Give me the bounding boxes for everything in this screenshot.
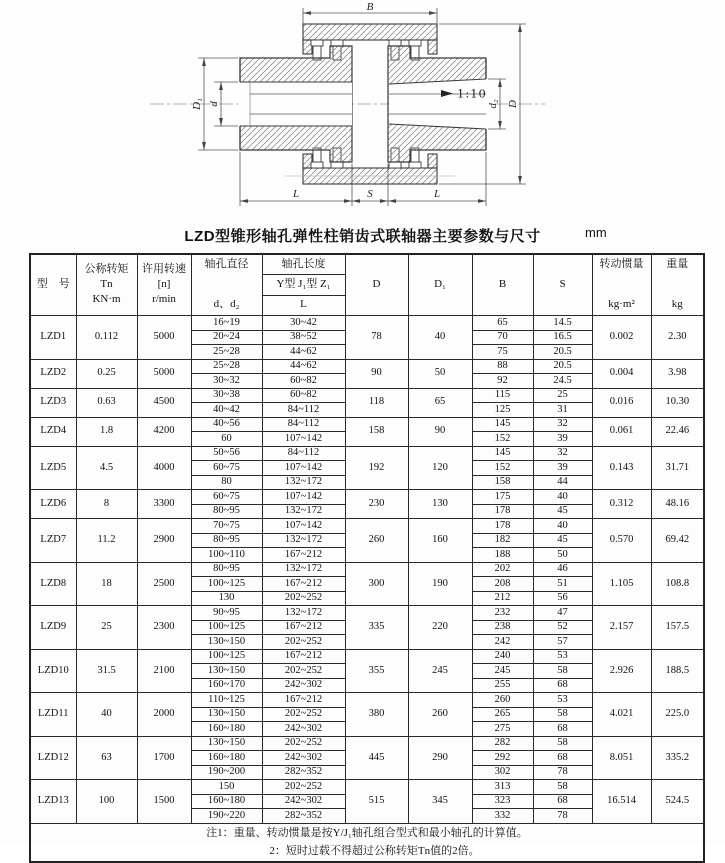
cell-B: 152 bbox=[472, 461, 533, 476]
header-bore-diameter-line1: 轴孔直径 bbox=[204, 257, 249, 270]
cell-speed: 2000 bbox=[137, 693, 191, 737]
coupling-drawing-svg bbox=[0, 0, 725, 218]
cell-bore-length: 167~212 bbox=[262, 577, 345, 592]
cell-bore-diameter: 130~150 bbox=[191, 664, 262, 679]
cell-torque: 18 bbox=[76, 562, 137, 606]
cell-speed: 2300 bbox=[137, 606, 191, 650]
cell-S: 68 bbox=[533, 722, 592, 737]
cell-S: 57 bbox=[533, 635, 592, 650]
cell-D1: 290 bbox=[408, 736, 472, 780]
cell-speed: 1500 bbox=[137, 780, 191, 824]
cell-speed: 4000 bbox=[137, 446, 191, 490]
cell-bore-length: 107~142 bbox=[262, 519, 345, 534]
header-torque bbox=[76, 254, 137, 316]
cell-bore-length: 202~252 bbox=[262, 780, 345, 795]
header-bore-length-title: 轴孔长度 bbox=[281, 257, 326, 270]
cell-S: 68 bbox=[533, 678, 592, 693]
cell-B: 302 bbox=[472, 765, 533, 780]
spec-table-notes bbox=[30, 823, 704, 862]
cell-weight: 157.5 bbox=[651, 606, 704, 650]
header-bore-diameter-line2: d、d₂ bbox=[213, 297, 240, 310]
cell-inertia: 0.570 bbox=[592, 519, 651, 563]
cell-B: 323 bbox=[472, 794, 533, 809]
cell-inertia: 16.514 bbox=[592, 780, 651, 824]
dim-label-D: D bbox=[507, 100, 519, 108]
cell-bore-diameter: 60~75 bbox=[191, 461, 262, 476]
cell-B: 115 bbox=[472, 388, 533, 403]
cell-bore-length: 107~142 bbox=[262, 461, 345, 476]
cell-weight: 188.5 bbox=[651, 649, 704, 693]
cell-bore-length: 167~212 bbox=[262, 620, 345, 635]
cell-S: 45 bbox=[533, 504, 592, 519]
cell-torque: 31.5 bbox=[76, 649, 137, 693]
cell-bore-length: 84~112 bbox=[262, 446, 345, 461]
cell-S: 58 bbox=[533, 707, 592, 722]
cell-bore-length: 242~302 bbox=[262, 678, 345, 693]
cell-bore-diameter: 40~56 bbox=[191, 417, 262, 432]
cell-D: 90 bbox=[345, 359, 408, 388]
cell-S: 20.5 bbox=[533, 345, 592, 360]
spec-row bbox=[30, 693, 704, 708]
cell-bore-length: 282~352 bbox=[262, 765, 345, 780]
cell-speed: 2100 bbox=[137, 649, 191, 693]
cell-bore-diameter: 100~125 bbox=[191, 620, 262, 635]
cell-inertia: 0.312 bbox=[592, 490, 651, 519]
spec-row bbox=[30, 417, 704, 432]
cell-D: 445 bbox=[345, 736, 408, 780]
cell-D1: 65 bbox=[408, 388, 472, 417]
cell-speed: 4200 bbox=[137, 417, 191, 446]
cell-D1: 260 bbox=[408, 693, 472, 737]
cell-torque: 40 bbox=[76, 693, 137, 737]
cell-weight: 48.16 bbox=[651, 490, 704, 519]
cell-S: 24.5 bbox=[533, 374, 592, 389]
cell-torque: 8 bbox=[76, 490, 137, 519]
cell-S: 51 bbox=[533, 577, 592, 592]
cell-B: 212 bbox=[472, 591, 533, 606]
cell-speed: 1700 bbox=[137, 736, 191, 780]
cell-inertia: 4.021 bbox=[592, 693, 651, 737]
cell-bore-length: 132~172 bbox=[262, 475, 345, 490]
cell-bore-length: 132~172 bbox=[262, 606, 345, 621]
left-hub bbox=[238, 46, 352, 162]
cell-S: 40 bbox=[533, 519, 592, 534]
cell-torque: 0.25 bbox=[76, 359, 137, 388]
cell-D1: 130 bbox=[408, 490, 472, 519]
cell-model: LZD4 bbox=[30, 417, 76, 446]
spec-row bbox=[30, 649, 704, 664]
cell-bore-diameter: 60~75 bbox=[191, 490, 262, 505]
cell-S: 47 bbox=[533, 606, 592, 621]
cell-model: LZD12 bbox=[30, 736, 76, 780]
cell-bore-length: 242~302 bbox=[262, 722, 345, 737]
cell-B: 313 bbox=[472, 780, 533, 795]
header-speed-line3: r/min bbox=[152, 292, 176, 305]
cell-weight: 225.0 bbox=[651, 693, 704, 737]
cell-B: 332 bbox=[472, 809, 533, 824]
dim-label-S: S bbox=[367, 188, 373, 200]
cell-speed: 5000 bbox=[137, 316, 191, 360]
cell-model: LZD3 bbox=[30, 388, 76, 417]
cell-bore-length: 44~62 bbox=[262, 345, 345, 360]
cell-bore-diameter: 130~150 bbox=[191, 635, 262, 650]
dim-label-d2: d₂ bbox=[487, 99, 499, 109]
cell-torque: 0.63 bbox=[76, 388, 137, 417]
cell-B: 125 bbox=[472, 403, 533, 418]
cell-bore-diameter: 160~180 bbox=[191, 722, 262, 737]
spec-row bbox=[30, 519, 704, 534]
dim-label-D1: D₁ bbox=[191, 98, 203, 110]
cell-S: 32 bbox=[533, 417, 592, 432]
cell-bore-length: 60~82 bbox=[262, 388, 345, 403]
cell-bore-length: 132~172 bbox=[262, 533, 345, 548]
cell-S: 50 bbox=[533, 548, 592, 563]
cell-B: 275 bbox=[472, 722, 533, 737]
header-S-label: S bbox=[559, 278, 566, 291]
cell-B: 238 bbox=[472, 620, 533, 635]
header-inertia-line1: 转动惯量 bbox=[599, 257, 644, 270]
cell-bore-length: 84~112 bbox=[262, 417, 345, 432]
cell-S: 25 bbox=[533, 388, 592, 403]
cell-model: LZD5 bbox=[30, 446, 76, 490]
cell-weight: 524.5 bbox=[651, 780, 704, 824]
cell-bore-length: 282~352 bbox=[262, 809, 345, 824]
header-weight-line2: kg bbox=[671, 297, 683, 310]
cell-bore-diameter: 160~170 bbox=[191, 678, 262, 693]
cell-inertia: 0.061 bbox=[592, 417, 651, 446]
spec-row bbox=[30, 490, 704, 505]
cell-bore-diameter: 25~28 bbox=[191, 359, 262, 374]
header-D1-label: D₁ bbox=[434, 278, 446, 291]
cell-bore-diameter: 90~95 bbox=[191, 606, 262, 621]
cell-S: 58 bbox=[533, 780, 592, 795]
cell-torque: 1.8 bbox=[76, 417, 137, 446]
header-weight bbox=[651, 254, 704, 316]
cell-S: 58 bbox=[533, 736, 592, 751]
cell-S: 53 bbox=[533, 649, 592, 664]
cell-weight: 22.46 bbox=[651, 417, 704, 446]
cell-S: 68 bbox=[533, 751, 592, 766]
cell-B: 242 bbox=[472, 635, 533, 650]
cell-bore-length: 38~52 bbox=[262, 330, 345, 345]
cell-B: 88 bbox=[472, 359, 533, 374]
spec-row bbox=[30, 562, 704, 577]
cell-bore-length: 132~172 bbox=[262, 504, 345, 519]
cell-B: 65 bbox=[472, 316, 533, 331]
cell-bore-diameter: 130 bbox=[191, 591, 262, 606]
coupling-drawing bbox=[0, 0, 725, 218]
cell-B: 260 bbox=[472, 693, 533, 708]
cell-D: 380 bbox=[345, 693, 408, 737]
header-S bbox=[533, 254, 592, 316]
cell-bore-length: 242~302 bbox=[262, 794, 345, 809]
cell-S: 68 bbox=[533, 794, 592, 809]
cell-model: LZD10 bbox=[30, 649, 76, 693]
cell-bore-length: 84~112 bbox=[262, 403, 345, 418]
cell-inertia: 2.157 bbox=[592, 606, 651, 650]
cell-bore-diameter: 100~110 bbox=[191, 548, 262, 563]
cell-B: 182 bbox=[472, 533, 533, 548]
cell-model: LZD1 bbox=[30, 316, 76, 360]
cell-D: 230 bbox=[345, 490, 408, 519]
page-title: LZD型锥形轴孔弹性柱销齿式联轴器主要参数与尺寸 bbox=[184, 227, 541, 245]
cell-D: 335 bbox=[345, 606, 408, 650]
cell-S: 58 bbox=[533, 664, 592, 679]
cell-bore-diameter: 100~125 bbox=[191, 649, 262, 664]
cell-bore-diameter: 30~32 bbox=[191, 374, 262, 389]
cell-model: LZD11 bbox=[30, 693, 76, 737]
cell-D: 118 bbox=[345, 388, 408, 417]
cell-bore-length: 132~172 bbox=[262, 562, 345, 577]
cell-bore-length: 202~252 bbox=[262, 591, 345, 606]
header-D-label: D bbox=[372, 278, 381, 291]
header-torque-line3: KN·m bbox=[92, 292, 121, 305]
cell-bore-length: 107~142 bbox=[262, 432, 345, 447]
cell-bore-diameter: 40~42 bbox=[191, 403, 262, 418]
cell-bore-diameter: 80~95 bbox=[191, 504, 262, 519]
cell-inertia: 2.926 bbox=[592, 649, 651, 693]
cell-D: 78 bbox=[345, 316, 408, 360]
notes-cell bbox=[30, 823, 704, 862]
cell-weight: 108.8 bbox=[651, 562, 704, 606]
cell-S: 56 bbox=[533, 591, 592, 606]
cell-S: 16.5 bbox=[533, 330, 592, 345]
cell-B: 265 bbox=[472, 707, 533, 722]
header-speed-line1: 许用转速 bbox=[142, 263, 186, 276]
spec-table bbox=[29, 253, 705, 863]
header-inertia bbox=[592, 254, 651, 316]
cell-B: 232 bbox=[472, 606, 533, 621]
spec-row bbox=[30, 606, 704, 621]
cell-B: 255 bbox=[472, 678, 533, 693]
cell-bore-diameter: 70~75 bbox=[191, 519, 262, 534]
cell-inertia: 8.051 bbox=[592, 736, 651, 780]
cell-bore-diameter: 60 bbox=[191, 432, 262, 447]
cell-S: 78 bbox=[533, 809, 592, 824]
cell-B: 75 bbox=[472, 345, 533, 360]
cell-D1: 220 bbox=[408, 606, 472, 650]
cell-D: 260 bbox=[345, 519, 408, 563]
cell-D1: 245 bbox=[408, 649, 472, 693]
cell-inertia: 0.143 bbox=[592, 446, 651, 490]
cell-weight: 31.71 bbox=[651, 446, 704, 490]
header-speed bbox=[137, 254, 191, 316]
cell-B: 145 bbox=[472, 446, 533, 461]
cell-D1: 120 bbox=[408, 446, 472, 490]
cell-bore-diameter: 110~125 bbox=[191, 693, 262, 708]
cell-B: 158 bbox=[472, 475, 533, 490]
cell-D1: 40 bbox=[408, 316, 472, 360]
cell-bore-diameter: 30~38 bbox=[191, 388, 262, 403]
header-speed-line2: [n] bbox=[157, 278, 171, 291]
cell-S: 78 bbox=[533, 765, 592, 780]
cell-inertia: 1.105 bbox=[592, 562, 651, 606]
cell-bore-length: 202~252 bbox=[262, 707, 345, 722]
header-model bbox=[30, 254, 76, 316]
cell-D: 515 bbox=[345, 780, 408, 824]
cell-bore-length: 30~42 bbox=[262, 316, 345, 331]
dim-label-L-right: L bbox=[433, 188, 441, 200]
cell-bore-length: 167~212 bbox=[262, 649, 345, 664]
cell-speed: 5000 bbox=[137, 359, 191, 388]
cell-B: 208 bbox=[472, 577, 533, 592]
cell-speed: 3300 bbox=[137, 490, 191, 519]
cell-B: 292 bbox=[472, 751, 533, 766]
cell-S: 14.5 bbox=[533, 316, 592, 331]
cell-bore-diameter: 80 bbox=[191, 475, 262, 490]
cell-bore-diameter: 20~24 bbox=[191, 330, 262, 345]
cell-speed: 2500 bbox=[137, 562, 191, 606]
cell-bore-diameter: 160~180 bbox=[191, 794, 262, 809]
cell-model: LZD7 bbox=[30, 519, 76, 563]
cell-D1: 190 bbox=[408, 562, 472, 606]
cell-D1: 160 bbox=[408, 519, 472, 563]
cell-bore-diameter: 190~200 bbox=[191, 765, 262, 780]
header-bore-length-L: L bbox=[263, 295, 345, 315]
cell-bore-diameter: 80~95 bbox=[191, 562, 262, 577]
cell-B: 70 bbox=[472, 330, 533, 345]
cell-D1: 345 bbox=[408, 780, 472, 824]
dim-label-L-left: L bbox=[292, 188, 300, 200]
cell-D: 300 bbox=[345, 562, 408, 606]
cell-bore-length: 242~302 bbox=[262, 751, 345, 766]
right-hub bbox=[388, 46, 487, 162]
note-line-1: 注1：重量、转动惯量是按Y/J₁轴孔组合型式和最小轴孔的计算值。 bbox=[206, 826, 528, 839]
cell-B: 240 bbox=[472, 649, 533, 664]
cell-S: 52 bbox=[533, 620, 592, 635]
dim-label-d: d bbox=[208, 101, 220, 107]
cell-inertia: 0.016 bbox=[592, 388, 651, 417]
cell-S: 53 bbox=[533, 693, 592, 708]
cell-S: 20.5 bbox=[533, 359, 592, 374]
title-row bbox=[0, 222, 725, 248]
header-B-label: B bbox=[498, 278, 507, 291]
cell-bore-diameter: 16~19 bbox=[191, 316, 262, 331]
cell-weight: 69.42 bbox=[651, 519, 704, 563]
cell-D: 355 bbox=[345, 649, 408, 693]
cell-B: 202 bbox=[472, 562, 533, 577]
cell-B: 178 bbox=[472, 504, 533, 519]
cell-B: 92 bbox=[472, 374, 533, 389]
header-bore-diameter bbox=[191, 254, 262, 316]
cell-bore-length: 107~142 bbox=[262, 490, 345, 505]
note-line-2: 2：短时过载不得超过公称转矩Tn值的2倍。 bbox=[269, 845, 480, 858]
cell-torque: 0.112 bbox=[76, 316, 137, 360]
header-B bbox=[472, 254, 533, 316]
cell-B: 145 bbox=[472, 417, 533, 432]
cell-S: 39 bbox=[533, 461, 592, 476]
cell-bore-diameter: 190~220 bbox=[191, 809, 262, 824]
cell-D: 192 bbox=[345, 446, 408, 490]
header-bore-length bbox=[262, 254, 345, 316]
cell-S: 44 bbox=[533, 475, 592, 490]
taper-label: 1:10 bbox=[457, 86, 487, 101]
cell-model: LZD6 bbox=[30, 490, 76, 519]
spec-table-rows bbox=[30, 316, 704, 824]
cell-speed: 2900 bbox=[137, 519, 191, 563]
cell-model: LZD2 bbox=[30, 359, 76, 388]
cell-bore-length: 167~212 bbox=[262, 693, 345, 708]
cell-inertia: 0.004 bbox=[592, 359, 651, 388]
cell-bore-diameter: 130~150 bbox=[191, 736, 262, 751]
cell-bore-length: 60~82 bbox=[262, 374, 345, 389]
spec-row bbox=[30, 359, 704, 374]
cell-D: 158 bbox=[345, 417, 408, 446]
cell-model: LZD8 bbox=[30, 562, 76, 606]
cell-S: 46 bbox=[533, 562, 592, 577]
cell-bore-diameter: 150 bbox=[191, 780, 262, 795]
cell-B: 152 bbox=[472, 432, 533, 447]
cell-S: 40 bbox=[533, 490, 592, 505]
cell-B: 245 bbox=[472, 664, 533, 679]
cell-speed: 4500 bbox=[137, 388, 191, 417]
cell-bore-length: 202~252 bbox=[262, 635, 345, 650]
spec-row bbox=[30, 316, 704, 331]
cell-torque: 63 bbox=[76, 736, 137, 780]
header-D bbox=[345, 254, 408, 316]
header-model-label: 型 号 bbox=[36, 278, 70, 291]
cell-inertia: 0.002 bbox=[592, 316, 651, 360]
cell-bore-length: 202~252 bbox=[262, 664, 345, 679]
spec-row bbox=[30, 388, 704, 403]
cell-D1: 90 bbox=[408, 417, 472, 446]
cell-torque: 100 bbox=[76, 780, 137, 824]
cell-model: LZD13 bbox=[30, 780, 76, 824]
cell-S: 39 bbox=[533, 432, 592, 447]
cell-bore-diameter: 80~95 bbox=[191, 533, 262, 548]
cell-bore-length: 202~252 bbox=[262, 736, 345, 751]
cell-bore-diameter: 25~28 bbox=[191, 345, 262, 360]
cell-model: LZD9 bbox=[30, 606, 76, 650]
cell-weight: 2.30 bbox=[651, 316, 704, 360]
cell-bore-diameter: 160~180 bbox=[191, 751, 262, 766]
header-bore-length-types: Y型 J₁型 Z₁ bbox=[263, 274, 345, 294]
header-weight-line1: 重量 bbox=[666, 257, 689, 270]
cell-bore-length: 44~62 bbox=[262, 359, 345, 374]
cell-S: 32 bbox=[533, 446, 592, 461]
cell-S: 31 bbox=[533, 403, 592, 418]
cell-torque: 25 bbox=[76, 606, 137, 650]
cell-D1: 50 bbox=[408, 359, 472, 388]
header-torque-line2: Tn bbox=[100, 278, 113, 291]
unit-label: mm bbox=[585, 225, 607, 240]
dim-label-B: B bbox=[366, 1, 374, 13]
cell-bore-diameter: 50~56 bbox=[191, 446, 262, 461]
spec-row bbox=[30, 446, 704, 461]
spec-table-header bbox=[30, 254, 704, 316]
spec-row bbox=[30, 780, 704, 795]
cell-bore-diameter: 130~150 bbox=[191, 707, 262, 722]
cell-torque: 11.2 bbox=[76, 519, 137, 563]
cell-B: 188 bbox=[472, 548, 533, 563]
cell-B: 175 bbox=[472, 490, 533, 505]
cell-torque: 4.5 bbox=[76, 446, 137, 490]
cell-S: 45 bbox=[533, 533, 592, 548]
cell-weight: 10.30 bbox=[651, 388, 704, 417]
cell-weight: 3.98 bbox=[651, 359, 704, 388]
cell-bore-diameter: 100~125 bbox=[191, 577, 262, 592]
cell-B: 178 bbox=[472, 519, 533, 534]
notes-row bbox=[30, 823, 704, 862]
header-inertia-line2: kg·m² bbox=[608, 297, 635, 310]
header-torque-line1: 公称转矩 bbox=[84, 263, 129, 276]
spec-row bbox=[30, 736, 704, 751]
header-D1 bbox=[408, 254, 472, 316]
cell-B: 282 bbox=[472, 736, 533, 751]
cell-weight: 335.2 bbox=[651, 736, 704, 780]
cell-bore-length: 167~212 bbox=[262, 548, 345, 563]
